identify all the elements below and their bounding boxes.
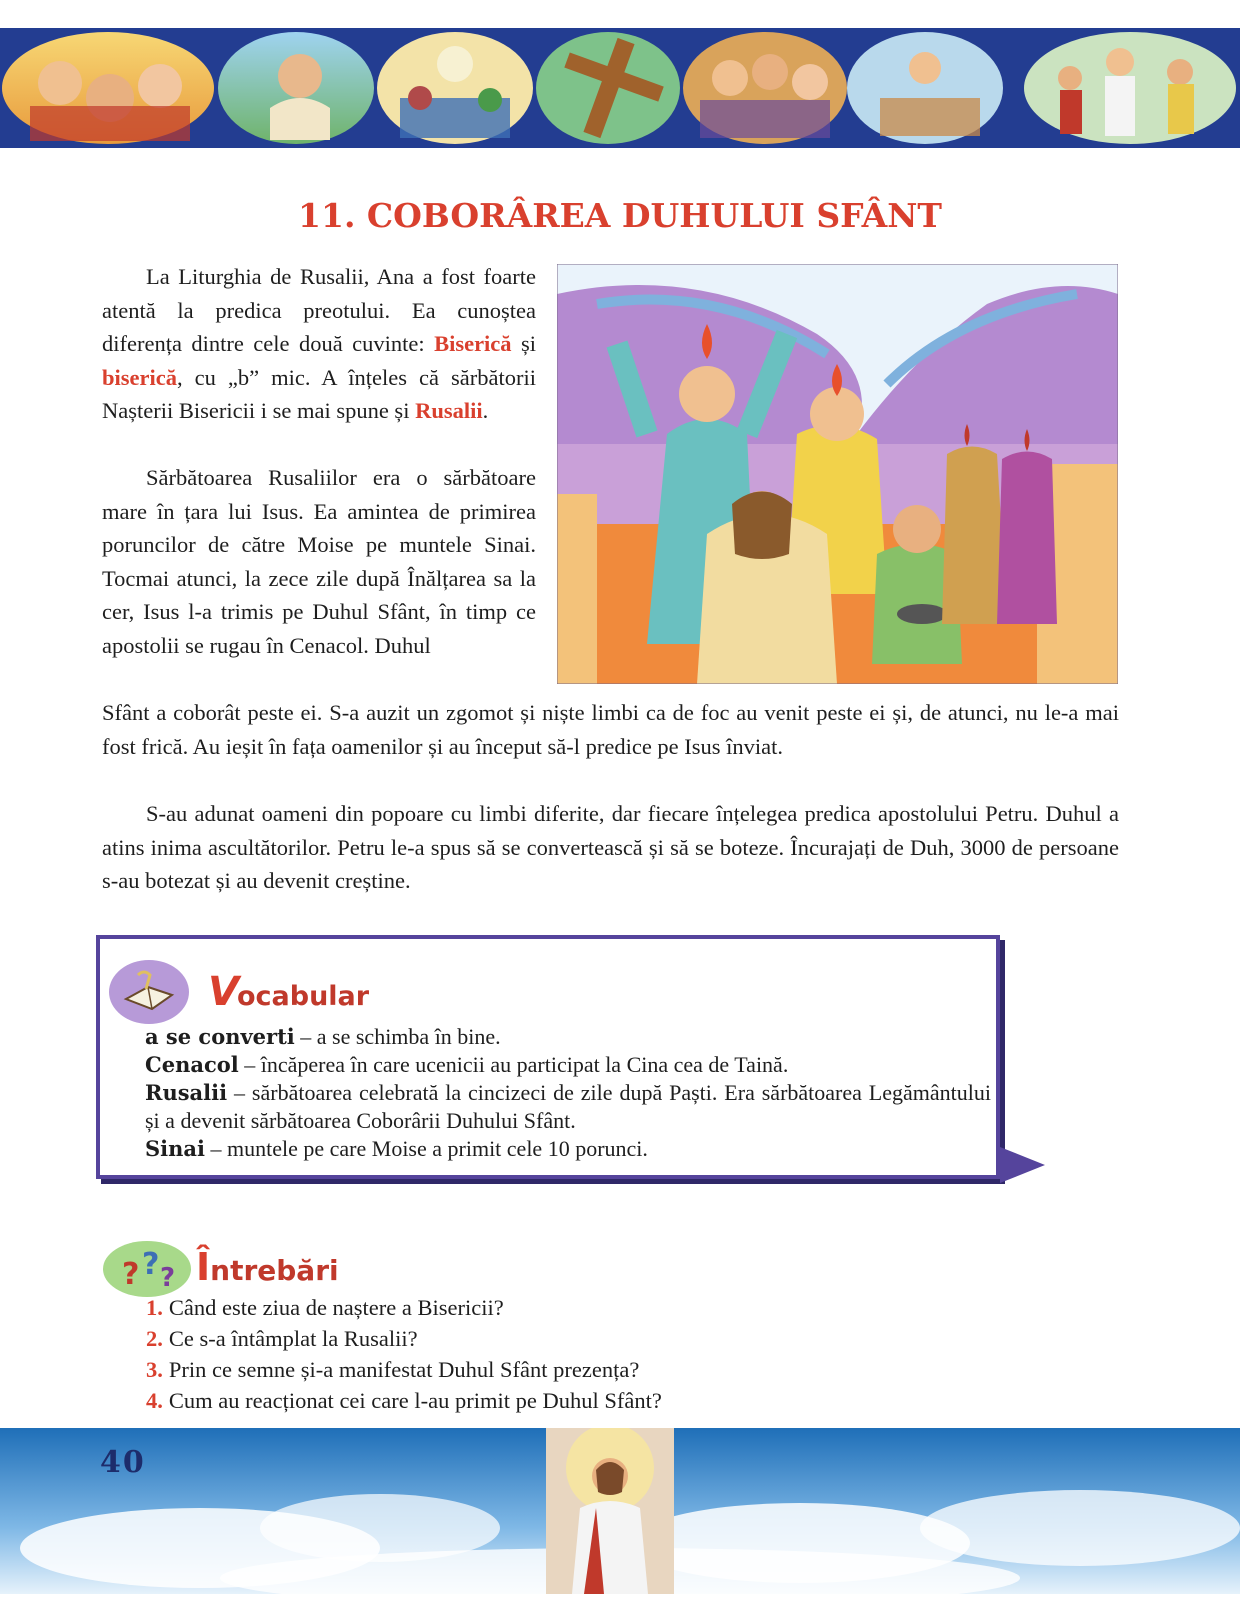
banner-oval-2	[218, 32, 374, 144]
vocabulary-entry: Cenacol – încăperea în care ucenicii au participat la Cina cea de Taină.	[145, 1052, 789, 1077]
keyword-biserica-lower: biserică	[102, 364, 177, 390]
svg-text:?: ?	[160, 1263, 176, 1293]
keyword-rusalii: Rusalii	[415, 398, 483, 424]
questions-list	[146, 1292, 662, 1416]
question-item: 3. Prin ce semne și-a manifestat Duhul Sfânt prezența?	[146, 1357, 640, 1382]
vocabulary-frame-tail	[1000, 1147, 1050, 1187]
paragraph-2: Sărbătoarea Rusaliilor era o sărbătoare mare în țara lui Isus. Ea amintea de primirea poruncilor de către Moise pe muntele Sinai. Tocmai atunci, la zece zile după Înălțarea sa la cer, Isus l-a trimis pe Duhul Sfânt, în timp ce apostolii se rugau în Cenacol. Duhul	[102, 465, 536, 658]
question-item: 2. Ce s-a întâmplat la Rusalii?	[146, 1326, 418, 1351]
banner-oval-1	[2, 32, 214, 144]
banner-illustrations	[0, 28, 1240, 148]
banner-oval-3	[377, 32, 533, 144]
questions-heading: Întrebări	[196, 1245, 339, 1289]
top-banner	[0, 28, 1240, 148]
pentecost-illustration	[557, 264, 1118, 684]
vocabulary-heading: Vocabular	[208, 969, 370, 1015]
vocabulary-box	[96, 935, 1008, 1187]
book-icon	[108, 959, 190, 1025]
vocabulary-list	[145, 1023, 991, 1163]
keyword-biserica-upper: Biserică	[434, 331, 512, 357]
question-item: 1. Când este ziua de naștere a Bisericii?	[146, 1295, 504, 1320]
banner-oval-6	[847, 32, 1003, 144]
vocabulary-entry: Sinai – muntele pe care Moise a primit cele 10 porunci.	[145, 1136, 648, 1161]
svg-text:?: ?	[142, 1247, 160, 1282]
svg-text:?: ?	[122, 1257, 140, 1292]
banner-oval-5	[683, 32, 847, 144]
page-title: 11. COBORÂREA DUHULUI SFÂNT	[298, 196, 942, 235]
banner-oval-7	[1024, 32, 1236, 144]
question-item: 4. Cum au reacționat cei care l-au primit pe Duhul Sfânt?	[146, 1388, 662, 1413]
paragraph-2-continued: Sfânt a coborât peste ei. S-a auzit un zgomot și niște limbi ca de foc au venit peste ei și, de atunci, nu le-a mai fost frică. Au ieșit în fața oamenilor și au început să-l predice pe Isus înviat.	[102, 700, 1119, 759]
page-number: 40	[100, 1445, 146, 1480]
paragraph-1: La Liturghia de Rusalii, Ana a fost foarte atentă la predica preotului. Ea cunoștea diferența dintre cele două cuvinte: Biserică și biserică, cu „b” mic. A înțeles că sărbătorii Nașterii Bisericii i se mai spune și Rusalii.	[102, 264, 536, 424]
banner-oval-4	[536, 32, 680, 144]
footer-center-image	[546, 1428, 674, 1594]
vocabulary-entry: a se converti – a se schimba în bine.	[145, 1024, 501, 1049]
footer-sky-band	[0, 1428, 1240, 1594]
vocabulary-entry: Rusalii – sărbătoarea celebrată la cincizeci de zile după Paști. Era sărbătoarea Legământului și a devenit sărbătoarea Coborârii Duhului Sfânt.	[145, 1080, 991, 1133]
question-marks-icon	[102, 1240, 192, 1298]
paragraph-3: S-au adunat oameni din popoare cu limbi diferite, dar fiecare înțelegea predica apostolului Petru. Duhul a atins inima ascultătorilor. Petru le-a spus să se convertească și să se boteze. Încurajați de Duh, 3000 de persoane s-au botezat și au devenit creștine.	[102, 801, 1119, 894]
